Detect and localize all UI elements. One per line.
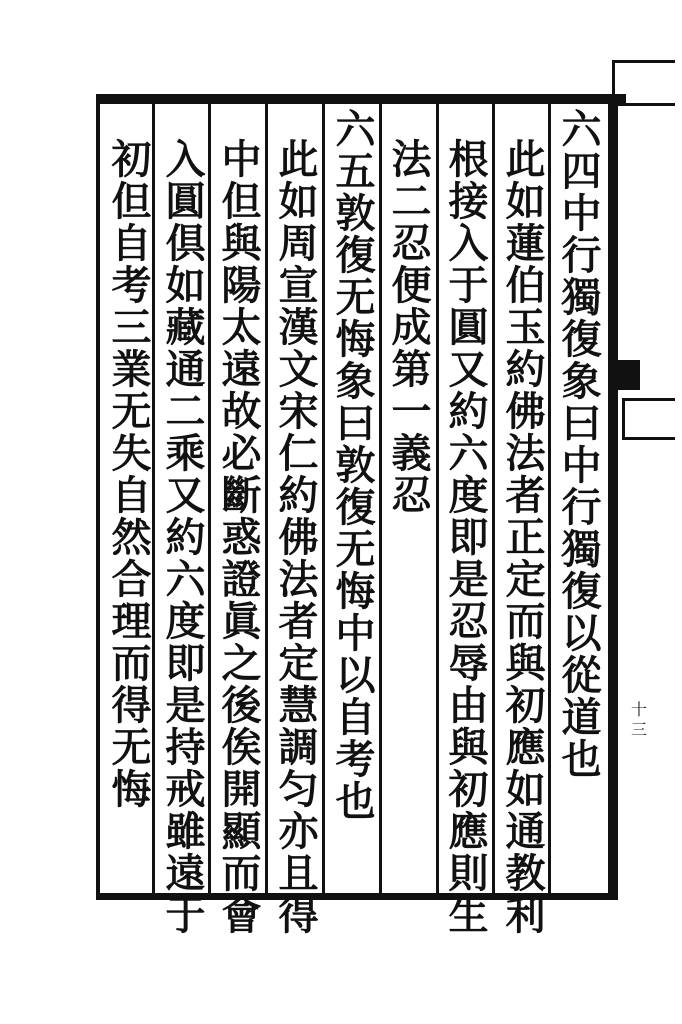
column-separator [265,100,268,895]
text-column-2: 此如蓮伯玉約佛法者正定而與初應如通教利 [499,138,546,936]
text-column-7: 中但與陽太遠故必斷惑證眞之後俟開顯而會 [215,138,262,936]
text-column-3: 根接入于圓又約六度即是忍辱由與初應則生 [442,138,489,936]
column-separator [436,100,439,895]
column-separator [208,100,211,895]
column-separator [379,100,382,895]
margin-block [610,360,640,390]
margin-mark-box [622,398,675,440]
column-separator [322,100,325,895]
column-separator [492,100,495,895]
text-column-5: 六五敦復无悔象曰敦復无悔中以自考也 [329,108,376,822]
text-column-4: 法二忍便成第一義忍 [385,138,432,516]
margin-mark-box [612,60,675,106]
column-separator [152,100,155,895]
column-separator [548,100,551,895]
text-column-6: 此如周宣漢文宋仁約佛法者定慧調匀亦且得 [272,138,319,936]
margin-strip [608,100,618,900]
text-column-1: 六四中行獨復象曰中行獨復以從道也 [555,108,602,780]
frame-left-rule [96,94,100,900]
page-number-mark: 十三 [630,700,647,739]
page-edge-margin [608,60,682,920]
text-column-9: 初但自考三業无失自然合理而得无悔 [105,138,152,810]
frame-top-rule [96,94,626,104]
text-column-8: 入圓倶如藏通二乘又約六度即是持戒雖遠于 [159,138,206,936]
